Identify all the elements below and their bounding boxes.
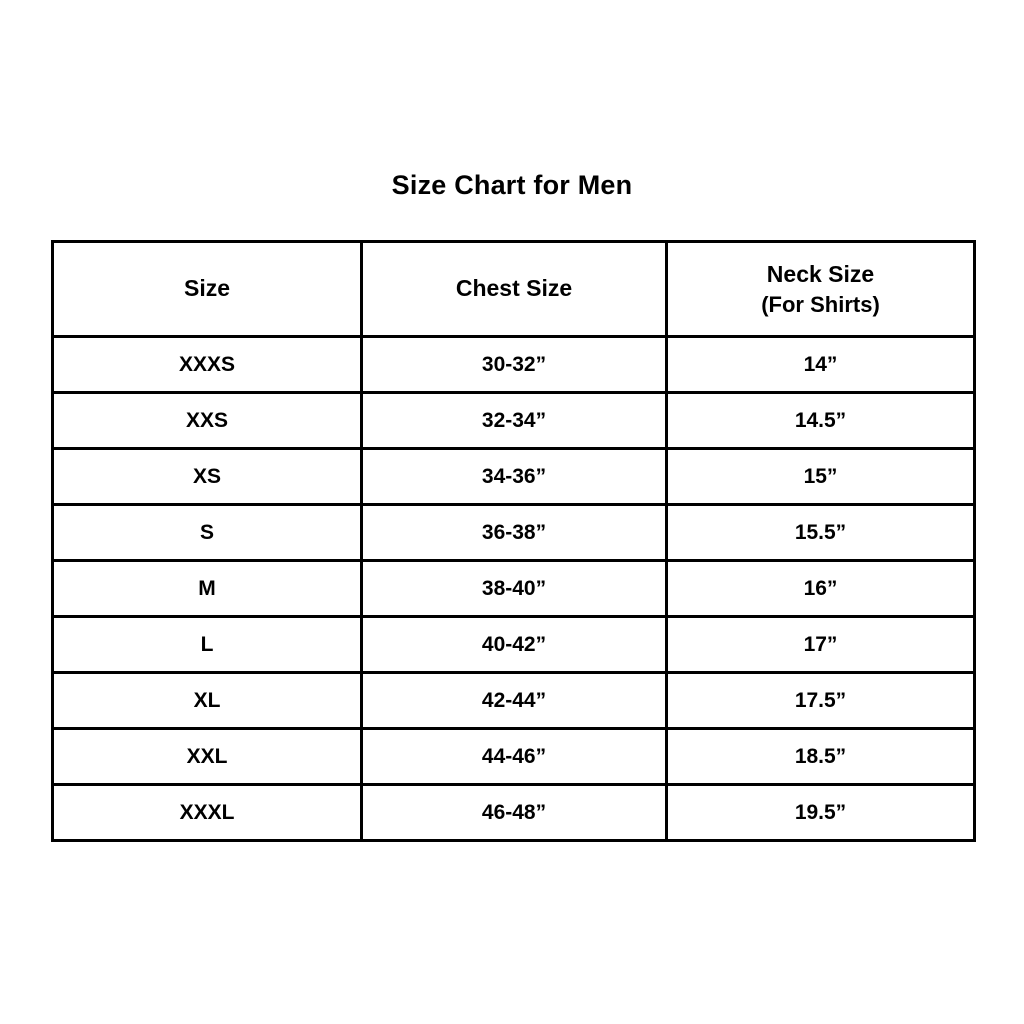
cell-size: XL [53, 673, 362, 729]
cell-size: XXS [53, 393, 362, 449]
cell-chest: 40-42” [362, 617, 667, 673]
cell-size: L [53, 617, 362, 673]
cell-neck: 15” [667, 449, 975, 505]
cell-size: XXXL [53, 785, 362, 841]
table-row [53, 673, 975, 729]
column-header-neck-size-label: Neck Size [766, 260, 875, 287]
table-row [53, 785, 975, 841]
cell-chest: 46-48” [362, 785, 667, 841]
table-row [53, 337, 975, 393]
cell-size: XS [53, 449, 362, 505]
column-header-neck-size [667, 242, 975, 337]
cell-size: XXL [53, 729, 362, 785]
cell-neck: 18.5” [667, 729, 975, 785]
cell-neck: 14” [667, 337, 975, 393]
cell-chest: 36-38” [362, 505, 667, 561]
cell-chest: 38-40” [362, 561, 667, 617]
page-title: Size Chart for Men [391, 170, 633, 200]
cell-neck: 14.5” [667, 393, 975, 449]
cell-chest: 32-34” [362, 393, 667, 449]
table-row [53, 617, 975, 673]
cell-chest: 42-44” [362, 673, 667, 729]
cell-size: XXXS [53, 337, 362, 393]
cell-neck: 19.5” [667, 785, 975, 841]
size-chart-table-container [51, 240, 973, 842]
table-header [53, 242, 975, 337]
cell-neck: 17” [667, 617, 975, 673]
column-header-size-label: Size [183, 275, 231, 302]
table-body [53, 337, 975, 841]
table-row [53, 505, 975, 561]
cell-neck: 15.5” [667, 505, 975, 561]
cell-neck: 16” [667, 561, 975, 617]
cell-chest: 44-46” [362, 729, 667, 785]
table-row [53, 561, 975, 617]
column-header-chest-size-label: Chest Size [455, 275, 573, 302]
cell-size: S [53, 505, 362, 561]
table-header-row [53, 242, 975, 337]
size-chart-table [51, 240, 976, 842]
column-header-chest-size [362, 242, 667, 337]
column-header-size [53, 242, 362, 337]
table-row [53, 393, 975, 449]
cell-size: M [53, 561, 362, 617]
cell-chest: 34-36” [362, 449, 667, 505]
table-row [53, 449, 975, 505]
cell-chest: 30-32” [362, 337, 667, 393]
cell-neck: 17.5” [667, 673, 975, 729]
table-row [53, 729, 975, 785]
column-header-neck-size-sublabel: (For Shirts) [761, 291, 880, 317]
